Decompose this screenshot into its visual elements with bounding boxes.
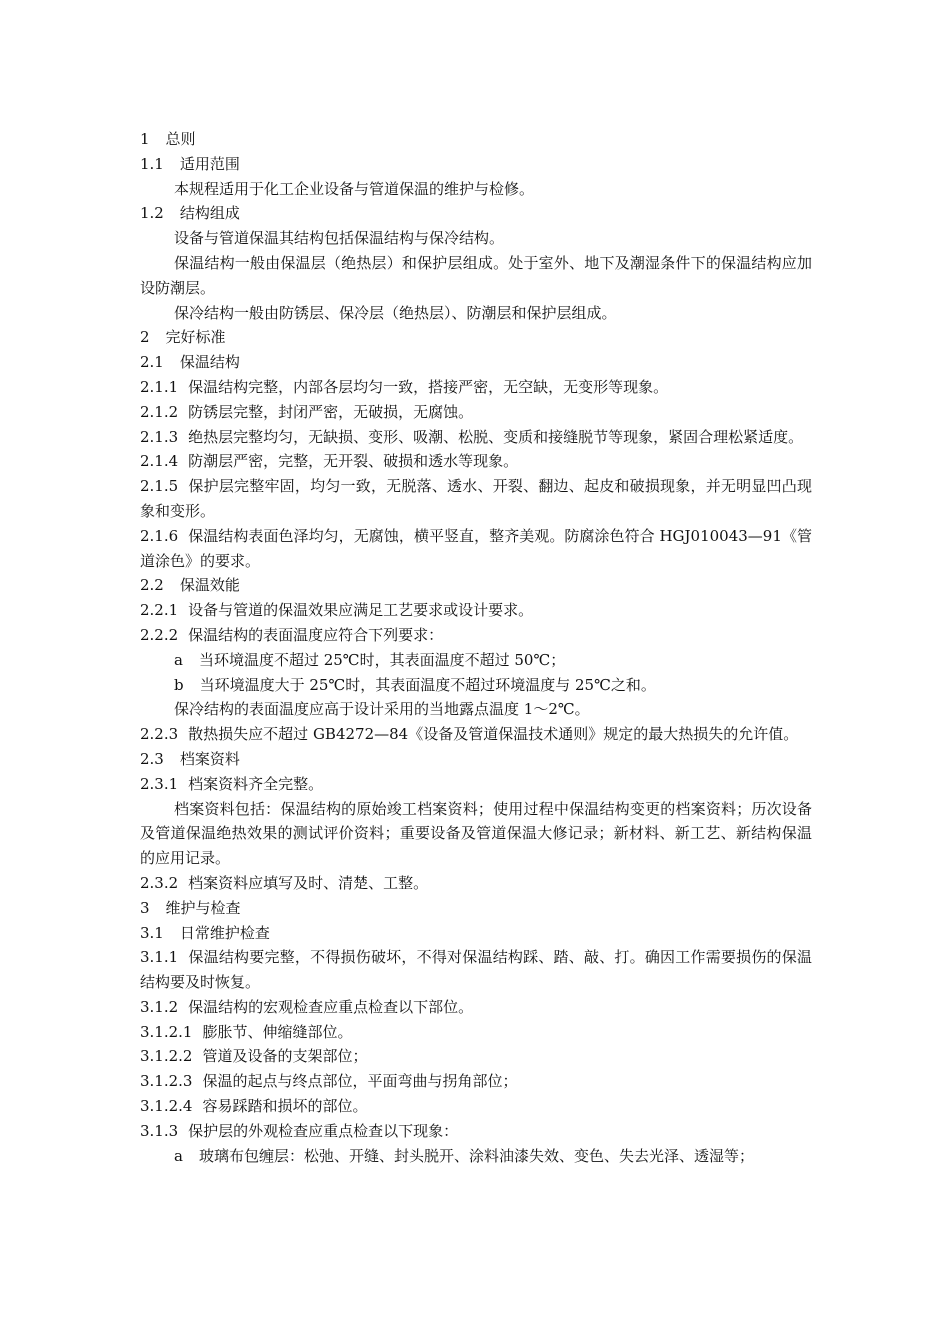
heading-1: 1 总则 xyxy=(140,130,196,148)
clause-2-1-3: 2.1.3 绝热层完整均匀，无缺损、变形、吸潮、松脱、变质和接缝脱节等现象，紧固合理松紧适度。 xyxy=(140,427,804,446)
clause-2-1-1: 2.1.1 保温结构完整，内部各层均匀一致，搭接严密，无空缺，无变形等现象。 xyxy=(140,377,669,396)
paragraph: 保冷结构的表面温度应高于设计采用的当地露点温度 1～2℃。 xyxy=(174,700,590,719)
heading-3: 3 维护与检查 xyxy=(140,898,241,917)
clause-3-1-3: 3.1.3 保护层的外观检查应重点检查以下现象： xyxy=(140,1121,459,1140)
clause-3-1-2-2: 3.1.2.2 管道及设备的支架部位； xyxy=(140,1047,368,1066)
paragraph: 本规程适用于化工企业设备与管道保温的维护与检修。 xyxy=(174,179,535,198)
clause-2-1-4: 2.1.4 防潮层严密，完整，无开裂、破损和透水等现象。 xyxy=(140,452,519,471)
paragraph: 档案资料包括：保温结构的原始竣工档案资料；使用过程中保温结构变更的档案资料；历次设备及管道保温绝热效果的测试评价资料；重要设备及管道保温大修记录；新材料、新工艺、新结构保温的应用记录。 xyxy=(140,799,812,868)
sub-item-b: b 当环境温度大于 25℃时，其表面温度不超过环境温度与 25℃之和。 xyxy=(174,675,656,694)
heading-1-2: 1.2 结构组成 xyxy=(140,204,240,223)
sub-item-a: a 玻璃布包缠层：松弛、开缝、封头脱开、涂料油漆失效、变色、失去光泽、透湿等； xyxy=(174,1146,754,1165)
clause-2-1-2: 2.1.2 防锈层完整，封闭严密，无破损，无腐蚀。 xyxy=(140,402,474,421)
clause-3-1-2: 3.1.2 保温结构的宏观检查应重点检查以下部位。 xyxy=(140,997,474,1016)
clause-2-1-6: 2.1.6 保温结构表面色泽均匀，无腐蚀，横平竖直，整齐美观。防腐涂色符合 HGJ010043—91《管道涂色》的要求。 xyxy=(140,526,812,570)
paragraph: 保温结构一般由保温层（绝热层）和保护层组成。处于室外、地下及潮湿条件下的保温结构应加设防潮层。 xyxy=(140,253,812,297)
clause-2-2-2: 2.2.2 保温结构的表面温度应符合下列要求： xyxy=(140,625,444,644)
clause-3-1-1: 3.1.1 保温结构要完整，不得损伤破坏，不得对保温结构踩、踏、敲、打。确因工作需要损伤的保温结构要及时恢复。 xyxy=(140,948,812,992)
clause-2-2-3: 2.2.3 散热损失应不超过 GB4272—84《设备及管道保温技术通则》规定的最大热损失的允许值。 xyxy=(140,725,799,744)
heading-1-1: 1.1 适用范围 xyxy=(140,154,240,173)
heading-3-1: 3.1 日常维护检查 xyxy=(140,923,270,942)
clause-2-3-2: 2.3.2 档案资料应填写及时、清楚、工整。 xyxy=(140,873,429,892)
clause-3-1-2-4: 3.1.2.4 容易踩踏和损坏的部位。 xyxy=(140,1097,368,1116)
heading-2-3: 2.3 档案资料 xyxy=(140,749,240,768)
sub-item-a: a 当环境温度不超过 25℃时，其表面温度不超过 50℃； xyxy=(174,650,566,669)
heading-2: 2 完好标准 xyxy=(140,328,226,347)
clause-3-1-2-3: 3.1.2.3 保温的起点与终点部位，平面弯曲与拐角部位； xyxy=(140,1072,518,1091)
paragraph: 保冷结构一般由防锈层、保冷层（绝热层）、防潮层和保护层组成。 xyxy=(174,303,617,322)
clause-2-2-1: 2.2.1 设备与管道的保温效果应满足工艺要求或设计要求。 xyxy=(140,601,534,620)
clause-2-1-5: 2.1.5 保护层完整牢固，均匀一致，无脱落、透水、开裂、翻边、起皮和破损现象，并无明显凹凸现象和变形。 xyxy=(140,477,812,520)
heading-2-2: 2.2 保温效能 xyxy=(140,576,240,595)
paragraph: 设备与管道保温其结构包括保温结构与保冷结构。 xyxy=(174,229,505,248)
document-body xyxy=(140,127,812,1168)
heading-2-1: 2.1 保温结构 xyxy=(140,353,240,372)
clause-2-3-1: 2.3.1 档案资料齐全完整。 xyxy=(140,774,324,793)
clause-3-1-2-1: 3.1.2.1 膨胀节、伸缩缝部位。 xyxy=(140,1022,353,1041)
